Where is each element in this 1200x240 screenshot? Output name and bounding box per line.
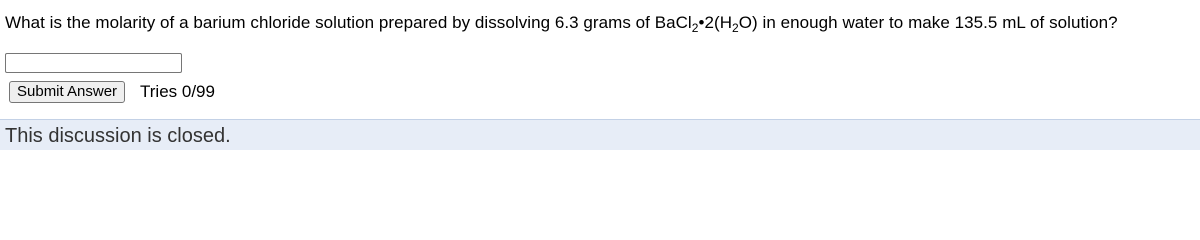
formula-subscript: 2: [732, 21, 739, 35]
submit-answer-button[interactable]: Submit Answer: [9, 81, 125, 103]
question-text: [5, 12, 1118, 34]
question-text-part: •2(H: [698, 13, 733, 32]
discussion-status-text: This discussion is closed.: [5, 125, 231, 147]
formula-subscript: 2: [691, 21, 699, 35]
tries-counter: Tries 0/99: [140, 82, 215, 101]
discussion-closed-banner: [0, 119, 1200, 150]
question-text-part: What is the molarity of a barium chloride solution prepared by dissolving 6.3 grams of BaCl: [5, 13, 692, 32]
answer-input[interactable]: [5, 53, 182, 73]
question-text-part: O) in enough water to make 135.5 mL of solution?: [738, 13, 1118, 32]
